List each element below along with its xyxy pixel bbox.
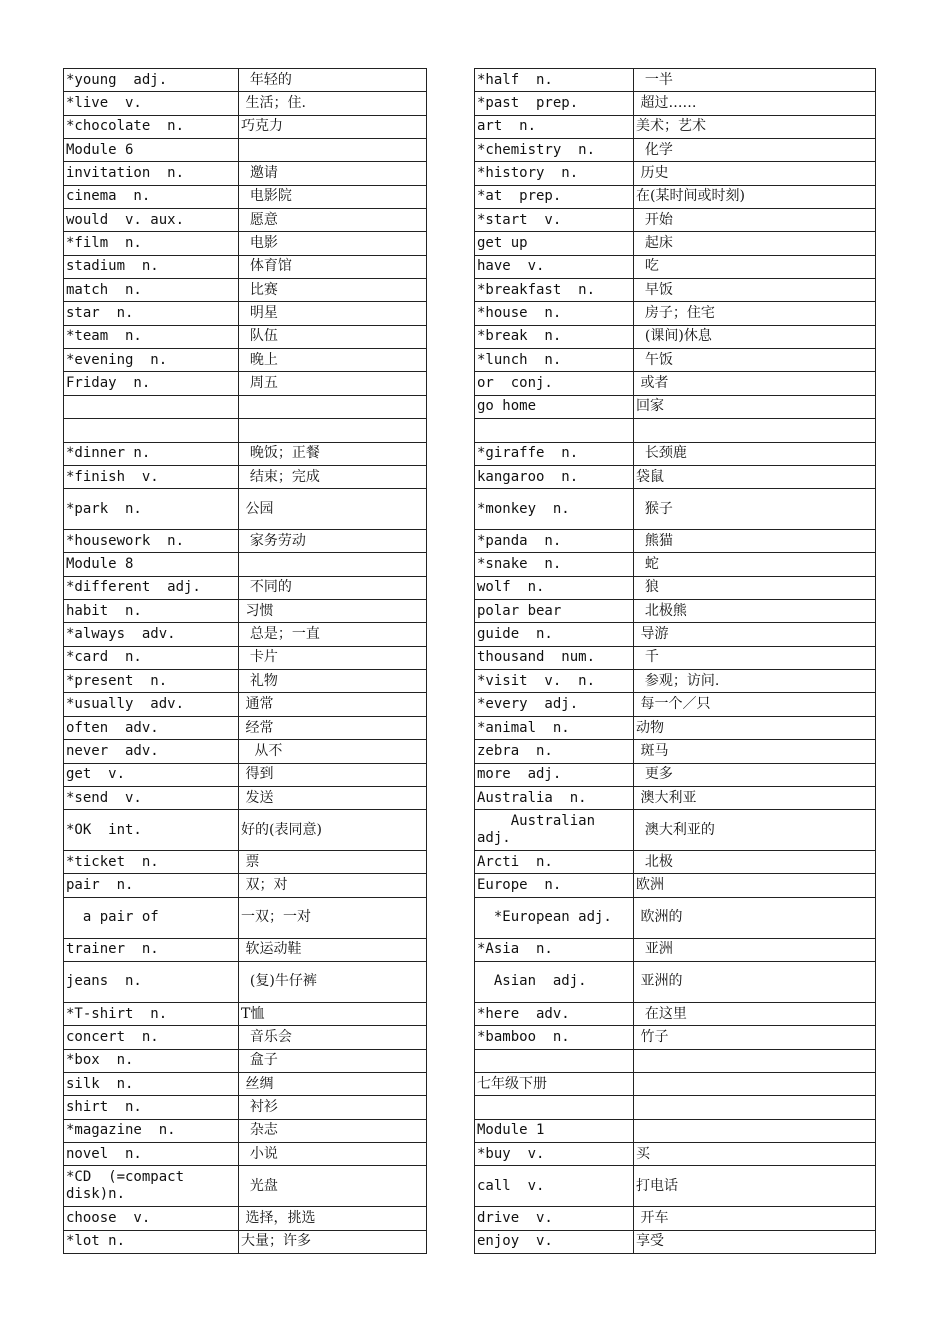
table-row [64,786,427,809]
english-word-cell: often adv. [64,716,239,739]
table-row [475,255,876,278]
chinese-meaning-cell: 竹子 [634,1026,876,1049]
table-row [475,395,876,418]
table-row [64,1166,427,1207]
english-word-cell [475,1096,634,1119]
english-word-cell: Europe n. [475,874,634,897]
english-word-cell: *history n. [475,162,634,185]
english-word-cell: 七年级下册 [475,1072,634,1095]
english-word-cell: *break n. [475,325,634,348]
chinese-meaning-cell: 斑马 [634,740,876,763]
english-word-cell: *every adj. [475,693,634,716]
table-row [475,1142,876,1165]
table-row [64,69,427,92]
chinese-meaning-cell: 公园 [239,489,427,530]
table-row [64,1096,427,1119]
english-word-cell: *past prep. [475,92,634,115]
table-row [64,1142,427,1165]
english-word-cell: *here adv. [475,1002,634,1025]
english-word-cell: *usually adv. [64,693,239,716]
table-row [64,255,427,278]
english-word-cell: jeans n. [64,962,239,1003]
english-word-cell: trainer n. [64,938,239,961]
english-word-cell: *card n. [64,646,239,669]
table-row [64,442,427,465]
chinese-meaning-cell: 起床 [634,232,876,255]
table-row [64,209,427,232]
chinese-meaning-cell: 晚饭；正餐 [239,442,427,465]
english-word-cell: match n. [64,279,239,302]
table-row [64,874,427,897]
table-row [64,1002,427,1025]
chinese-meaning-cell: 北极 [634,851,876,874]
chinese-meaning-cell: 体育馆 [239,255,427,278]
chinese-meaning-cell: 买 [634,1142,876,1165]
chinese-meaning-cell: 队伍 [239,325,427,348]
english-word-cell: *present n. [64,670,239,693]
chinese-meaning-cell: 每一个／只 [634,693,876,716]
english-word-cell: art n. [475,115,634,138]
table-row [64,938,427,961]
table-row [64,325,427,348]
table-row [475,962,876,1003]
table-row [64,1049,427,1072]
english-word-cell: Asian adj. [475,962,634,1003]
chinese-meaning-cell: 好的(表同意) [239,810,427,851]
english-word-cell: *always adv. [64,623,239,646]
english-word-cell: invitation n. [64,162,239,185]
english-word-cell: *panda n. [475,530,634,553]
english-word-cell: habit n. [64,600,239,623]
chinese-meaning-cell: 总是；一直 [239,623,427,646]
table-row [475,162,876,185]
table-row [475,1207,876,1230]
chinese-meaning-cell: 更多 [634,763,876,786]
chinese-meaning-cell: 衬衫 [239,1096,427,1119]
table-row [64,623,427,646]
english-word-cell: *European adj. [475,897,634,938]
chinese-meaning-cell: 礼物 [239,670,427,693]
english-word-cell: *magazine n. [64,1119,239,1142]
english-word-cell: *breakfast n. [475,279,634,302]
chinese-meaning-cell [239,419,427,442]
chinese-meaning-cell: 通常 [239,693,427,716]
chinese-meaning-cell: 结束；完成 [239,465,427,488]
table-row [64,185,427,208]
english-word-cell: *young adj. [64,69,239,92]
english-word-cell: *dinner n. [64,442,239,465]
chinese-meaning-cell: 丝绸 [239,1072,427,1095]
english-word-cell: *CD (=compact disk)n. [64,1166,239,1207]
english-word-cell: Arcti n. [475,851,634,874]
english-word-cell: *ticket n. [64,851,239,874]
table-row [475,851,876,874]
table-row [475,1002,876,1025]
left-table-body [64,69,427,1254]
english-word-cell: *team n. [64,325,239,348]
table-row [475,185,876,208]
english-word-cell: wolf n. [475,576,634,599]
chinese-meaning-cell: 导游 [634,623,876,646]
english-word-cell: Australian adj. [475,810,634,851]
table-row [475,325,876,348]
chinese-meaning-cell: 不同的 [239,576,427,599]
english-word-cell: *buy v. [475,1142,634,1165]
english-word-cell: *start v. [475,209,634,232]
chinese-meaning-cell [239,395,427,418]
english-word-cell: or conj. [475,372,634,395]
table-row [64,395,427,418]
chinese-meaning-cell: 欧洲的 [634,897,876,938]
table-row [475,716,876,739]
chinese-meaning-cell: 晚上 [239,349,427,372]
table-row [475,874,876,897]
chinese-meaning-cell: 午饭 [634,349,876,372]
table-row [475,1119,876,1142]
table-row [64,576,427,599]
chinese-meaning-cell: 得到 [239,763,427,786]
chinese-meaning-cell: 电影 [239,232,427,255]
table-row [64,349,427,372]
table-row [64,162,427,185]
english-word-cell: *animal n. [475,716,634,739]
chinese-meaning-cell: 蛇 [634,553,876,576]
chinese-meaning-cell: 长颈鹿 [634,442,876,465]
table-row [64,465,427,488]
chinese-meaning-cell: 享受 [634,1230,876,1253]
chinese-meaning-cell: 参观；访问. [634,670,876,693]
table-row [475,442,876,465]
english-word-cell: *Asia n. [475,938,634,961]
chinese-meaning-cell: 吃 [634,255,876,278]
table-row [64,489,427,530]
english-word-cell: silk n. [64,1072,239,1095]
table-row [475,740,876,763]
chinese-meaning-cell: 经常 [239,716,427,739]
chinese-meaning-cell: 熊猫 [634,530,876,553]
table-row [64,372,427,395]
chinese-meaning-cell: 周五 [239,372,427,395]
chinese-meaning-cell: 选择，挑选 [239,1207,427,1230]
table-row [475,600,876,623]
english-word-cell: *monkey n. [475,489,634,530]
table-row [475,1049,876,1072]
chinese-meaning-cell: 猴子 [634,489,876,530]
chinese-meaning-cell: 早饭 [634,279,876,302]
table-row [475,1166,876,1207]
table-row [475,209,876,232]
english-word-cell: enjoy v. [475,1230,634,1253]
table-row [64,92,427,115]
english-word-cell: *box n. [64,1049,239,1072]
table-row [64,115,427,138]
chinese-meaning-cell: 习惯 [239,600,427,623]
english-word-cell: call v. [475,1166,634,1207]
table-row [475,489,876,530]
table-row [64,851,427,874]
chinese-meaning-cell: 愿意 [239,209,427,232]
english-word-cell [64,395,239,418]
english-word-cell: *park n. [64,489,239,530]
english-word-cell: shirt n. [64,1096,239,1119]
table-row [475,232,876,255]
table-row [475,1230,876,1253]
english-word-cell: *live v. [64,92,239,115]
table-row [475,69,876,92]
table-row [475,1072,876,1095]
chinese-meaning-cell: 一半 [634,69,876,92]
chinese-meaning-cell: 一双；一对 [239,897,427,938]
chinese-meaning-cell: T恤 [239,1002,427,1025]
chinese-meaning-cell: 光盘 [239,1166,427,1207]
table-row [475,349,876,372]
english-word-cell: *half n. [475,69,634,92]
chinese-meaning-cell: 发送 [239,786,427,809]
chinese-meaning-cell: 家务劳动 [239,530,427,553]
table-row [64,646,427,669]
table-row [475,623,876,646]
chinese-meaning-cell: 生活；住. [239,92,427,115]
chinese-meaning-cell [239,553,427,576]
table-row [475,530,876,553]
table-row [475,419,876,442]
chinese-meaning-cell: 从不 [239,740,427,763]
chinese-meaning-cell: 在(某时间或时刻) [634,185,876,208]
english-word-cell [475,419,634,442]
english-word-cell: pair n. [64,874,239,897]
table-row [64,232,427,255]
chinese-meaning-cell: 打电话 [634,1166,876,1207]
chinese-meaning-cell: 比赛 [239,279,427,302]
table-row [64,139,427,162]
english-word-cell: *different adj. [64,576,239,599]
table-row [64,670,427,693]
english-word-cell: *T-shirt n. [64,1002,239,1025]
english-word-cell: *visit v. n. [475,670,634,693]
english-word-cell: *chocolate n. [64,115,239,138]
chinese-meaning-cell: 化学 [634,139,876,162]
chinese-meaning-cell: 亚洲 [634,938,876,961]
english-word-cell: Australia n. [475,786,634,809]
english-word-cell: Module 1 [475,1119,634,1142]
english-word-cell: have v. [475,255,634,278]
english-word-cell: would v. aux. [64,209,239,232]
table-row [475,465,876,488]
chinese-meaning-cell: 双；对 [239,874,427,897]
table-row [475,1096,876,1119]
chinese-meaning-cell: 开始 [634,209,876,232]
table-row [475,786,876,809]
english-word-cell: zebra n. [475,740,634,763]
table-row [64,693,427,716]
table-row [64,530,427,553]
english-word-cell [475,1049,634,1072]
english-word-cell: *housework n. [64,530,239,553]
table-row [475,576,876,599]
chinese-meaning-cell [634,1072,876,1095]
right-vocabulary-table [474,68,876,1254]
english-word-cell: *giraffe n. [475,442,634,465]
english-word-cell: *film n. [64,232,239,255]
english-word-cell: *lunch n. [475,349,634,372]
chinese-meaning-cell: 在这里 [634,1002,876,1025]
chinese-meaning-cell: 巧克力 [239,115,427,138]
chinese-meaning-cell [634,1119,876,1142]
table-row [64,810,427,851]
chinese-meaning-cell: 回家 [634,395,876,418]
chinese-meaning-cell: 千 [634,646,876,669]
chinese-meaning-cell: 亚洲的 [634,962,876,1003]
table-row [64,1119,427,1142]
table-row [64,279,427,302]
english-word-cell: polar bear [475,600,634,623]
table-row [64,716,427,739]
table-row [475,670,876,693]
chinese-meaning-cell [634,1049,876,1072]
chinese-meaning-cell: 袋鼠 [634,465,876,488]
chinese-meaning-cell: 电影院 [239,185,427,208]
english-word-cell: *bamboo n. [475,1026,634,1049]
table-row [64,1026,427,1049]
table-row [475,115,876,138]
english-word-cell: a pair of [64,897,239,938]
chinese-meaning-cell: 北极熊 [634,600,876,623]
english-word-cell: stadium n. [64,255,239,278]
chinese-meaning-cell: 美术；艺术 [634,115,876,138]
table-row [475,693,876,716]
table-row [64,553,427,576]
english-word-cell: kangaroo n. [475,465,634,488]
table-row [64,419,427,442]
table-row [64,1230,427,1253]
english-word-cell: *lot n. [64,1230,239,1253]
table-row [475,279,876,302]
table-row [475,763,876,786]
chinese-meaning-cell: 明星 [239,302,427,325]
chinese-meaning-cell: 狼 [634,576,876,599]
chinese-meaning-cell: (复)牛仔裤 [239,962,427,1003]
chinese-meaning-cell: 澳大利亚的 [634,810,876,851]
table-row [475,92,876,115]
table-row [475,938,876,961]
chinese-meaning-cell: 票 [239,851,427,874]
english-word-cell: get up [475,232,634,255]
chinese-meaning-cell: 邀请 [239,162,427,185]
chinese-meaning-cell: 软运动鞋 [239,938,427,961]
chinese-meaning-cell: 开车 [634,1207,876,1230]
chinese-meaning-cell [239,139,427,162]
chinese-meaning-cell: 年轻的 [239,69,427,92]
english-word-cell: *OK int. [64,810,239,851]
chinese-meaning-cell [634,419,876,442]
chinese-meaning-cell: 音乐会 [239,1026,427,1049]
table-row [64,1072,427,1095]
english-word-cell: choose v. [64,1207,239,1230]
english-word-cell: *snake n. [475,553,634,576]
english-word-cell: Friday n. [64,372,239,395]
table-row [475,139,876,162]
table-row [64,962,427,1003]
table-row [475,897,876,938]
table-row [64,600,427,623]
table-row [64,1207,427,1230]
english-word-cell: concert n. [64,1026,239,1049]
english-word-cell: Module 6 [64,139,239,162]
chinese-meaning-cell: 欧洲 [634,874,876,897]
chinese-meaning-cell: (课间)休息 [634,325,876,348]
chinese-meaning-cell: 超过…… [634,92,876,115]
english-word-cell: *at prep. [475,185,634,208]
chinese-meaning-cell: 小说 [239,1142,427,1165]
table-row [64,302,427,325]
english-word-cell: get v. [64,763,239,786]
chinese-meaning-cell [634,1096,876,1119]
chinese-meaning-cell: 澳大利亚 [634,786,876,809]
english-word-cell: go home [475,395,634,418]
english-word-cell: *finish v. [64,465,239,488]
table-row [475,1026,876,1049]
english-word-cell: more adj. [475,763,634,786]
table-row [475,302,876,325]
english-word-cell: *chemistry n. [475,139,634,162]
chinese-meaning-cell: 历史 [634,162,876,185]
chinese-meaning-cell: 盒子 [239,1049,427,1072]
table-row [475,646,876,669]
left-vocabulary-table [63,68,427,1254]
english-word-cell: never adv. [64,740,239,763]
chinese-meaning-cell: 或者 [634,372,876,395]
table-row [64,740,427,763]
english-word-cell [64,419,239,442]
english-word-cell: guide n. [475,623,634,646]
english-word-cell: *evening n. [64,349,239,372]
chinese-meaning-cell: 杂志 [239,1119,427,1142]
english-word-cell: drive v. [475,1207,634,1230]
english-word-cell: *send v. [64,786,239,809]
chinese-meaning-cell: 房子；住宅 [634,302,876,325]
table-row [475,372,876,395]
chinese-meaning-cell: 动物 [634,716,876,739]
table-row [64,763,427,786]
english-word-cell: *house n. [475,302,634,325]
chinese-meaning-cell: 卡片 [239,646,427,669]
english-word-cell: novel n. [64,1142,239,1165]
table-row [475,553,876,576]
english-word-cell: cinema n. [64,185,239,208]
table-row [475,810,876,851]
table-row [64,897,427,938]
english-word-cell: Module 8 [64,553,239,576]
english-word-cell: star n. [64,302,239,325]
chinese-meaning-cell: 大量；许多 [239,1230,427,1253]
english-word-cell: thousand num. [475,646,634,669]
right-table-body [475,69,876,1254]
